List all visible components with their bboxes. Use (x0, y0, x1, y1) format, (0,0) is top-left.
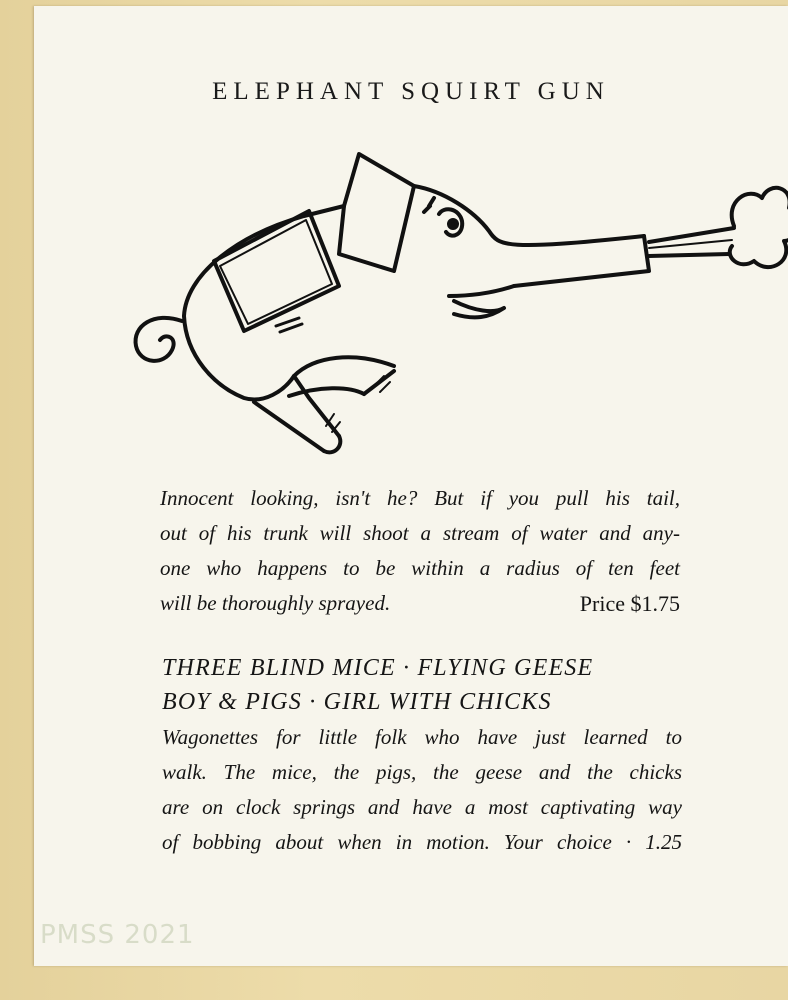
description-line: will be thoroughly sprayed. (160, 591, 391, 615)
description-line: one who happens to be within a radius of ten feet (160, 556, 680, 580)
watermark-text: PMSS 2021 (40, 920, 195, 950)
heading-line: THREE BLIND MICE · FLYING GEESE (162, 655, 594, 681)
description-line: of bobbing about when in motion. Your choice · 1.25 (162, 830, 682, 854)
description-line: Innocent looking, isn't he? But if you pull his tail, (160, 486, 680, 510)
elephant-illustration (94, 136, 788, 456)
elephant-description (160, 481, 680, 621)
wagonettes-description (162, 720, 682, 860)
catalog-page (34, 6, 788, 966)
description-line: are on clock springs and have a most captivating way (162, 795, 682, 819)
heading-line: BOY & PIGS · GIRL WITH CHICKS (162, 689, 552, 715)
description-line: Wagonettes for little folk who have just learned to (162, 725, 682, 749)
page-title: ELEPHANT SQUIRT GUN (212, 78, 610, 105)
elephant-price: Price $1.75 (579, 591, 680, 616)
description-line: walk. The mice, the pigs, the geese and the chicks (162, 760, 682, 784)
description-last-line (160, 586, 680, 621)
wagonettes-heading (162, 651, 682, 719)
description-line: out of his trunk will shoot a stream of water and any- (160, 521, 680, 545)
